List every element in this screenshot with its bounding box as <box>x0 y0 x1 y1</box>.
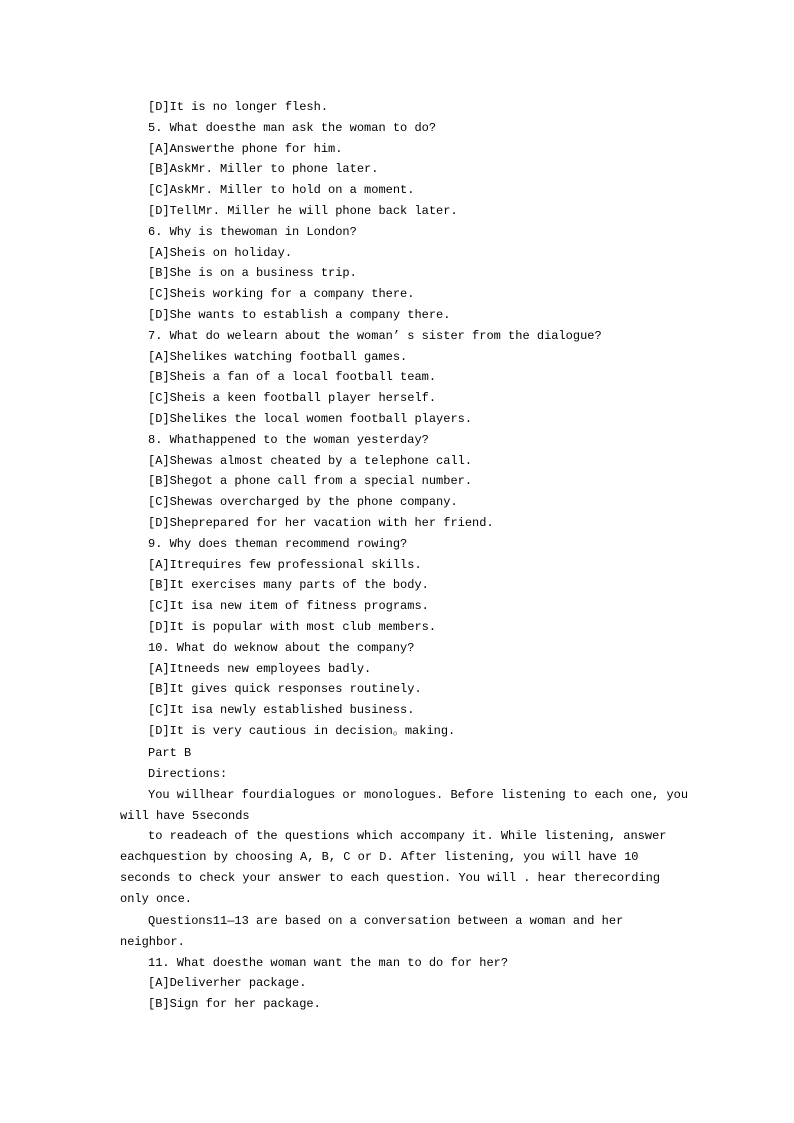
text-line: 11. What doesthe woman want the man to do for her? <box>148 955 509 970</box>
text-line: [B]AskMr. Miller to phone later. <box>148 162 379 177</box>
text-line: Part B <box>148 746 192 761</box>
text-line: 6. Why is thewoman in London? <box>148 224 357 239</box>
text-line: 7. What do welearn about the woman’ s sister from the dialogue? <box>148 328 602 343</box>
text-line: [C]It isa newly established business. <box>148 703 415 718</box>
text-line: [B]Sheis a fan of a local football team. <box>148 370 437 385</box>
text-line: 10. What do weknow about the company? <box>148 640 415 655</box>
document-page <box>120 97 720 1015</box>
text-line: [A]Shelikes watching football games. <box>148 349 408 364</box>
text-line: 8. Whathappened to the woman yesterday? <box>148 432 429 447</box>
text-line: 9. Why does theman recommend rowing? <box>148 536 408 551</box>
text-line: [B]It gives quick responses routinely. <box>148 682 422 697</box>
text-line: [D]It is no longer flesh. <box>148 100 329 114</box>
text-line: to readeach of the questions which accompany it. While listening, answer <box>148 829 667 844</box>
text-line: [A]Answerthe phone for him. <box>148 141 343 156</box>
text-line: [A]Sheis on holiday. <box>148 245 293 260</box>
text-line: eachquestion by choosing A, B, C or D. After listening, you will have 10 <box>120 850 639 865</box>
text-line: You willhear fourdialogues or monologues. Before listening to each one, you <box>148 787 689 802</box>
text-line: [D]Sheprepared for her vacation with her friend. <box>148 515 494 530</box>
text-line: [C]Shewas overcharged by the phone company. <box>148 495 458 510</box>
text-line: seconds to check your answer to each question. You will . hear therecording <box>120 870 661 885</box>
text-line: Questions11—13 are based on a conversation between a woman and her <box>148 914 624 929</box>
text-line: [C]Sheis a keen football player herself. <box>148 391 437 406</box>
text-line: [D]It is very cautious in decision。making. <box>148 723 456 738</box>
text-line: [B]It exercises many parts of the body. <box>148 578 429 593</box>
text-line: [A]Deliverher package. <box>148 976 307 991</box>
text-line: will have 5seconds <box>120 808 250 823</box>
text-line: [A]Itneeds new employees badly. <box>148 661 372 676</box>
text-line: only once. <box>120 891 193 906</box>
text-line: [D]It is popular with most club members. <box>148 619 437 634</box>
text-line: [A]Shewas almost cheated by a telephone call. <box>148 453 473 468</box>
text-line: [D]Shelikes the local women football players. <box>148 411 473 426</box>
text-line: [B]She is on a business trip. <box>148 266 357 281</box>
text-line: neighbor. <box>120 934 185 949</box>
text-line: [A]Itrequires few professional skills. <box>148 557 422 572</box>
text-line: Directions: <box>148 767 228 781</box>
text-line: [B]Sign for her package. <box>148 997 321 1012</box>
text-line: [C]It isa new item of fitness programs. <box>148 599 429 614</box>
text-line: 5. What doesthe man ask the woman to do? <box>148 120 437 135</box>
text-line: [D]TellMr. Miller he will phone back later. <box>148 203 458 218</box>
text-line: [B]Shegot a phone call from a special number. <box>148 474 473 489</box>
text-line: [D]She wants to establish a company there. <box>148 307 451 322</box>
text-line: [C]Sheis working for a company there. <box>148 287 415 302</box>
text-line: [C]AskMr. Miller to hold on a moment. <box>148 183 415 198</box>
